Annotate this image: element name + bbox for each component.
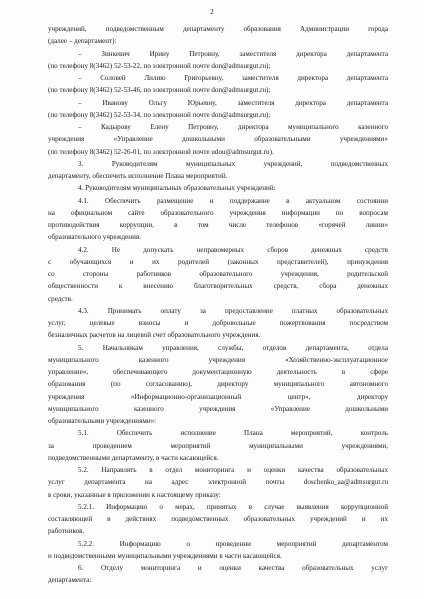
- text-line: 5.2. Направлять в отдел мониторинга и оценки качества образовательных: [78, 466, 388, 474]
- text-line: услуг, целевые взносы и добровольные пожертвования посредством: [48, 319, 388, 327]
- text-line: со стороны работников образовательного учреждения, родительской: [48, 270, 388, 278]
- text-line: общественности к внесению благотворительных средств, сбора денежных: [48, 282, 388, 291]
- page-number: 2: [210, 8, 214, 16]
- text-line: учреждений, подведомственным департаменту образования Администрации города: [48, 25, 388, 33]
- text-line: безналичных расчетов на лицевой счет образовательного учреждения.: [48, 331, 261, 340]
- text-line: с обучающихся и их родителей (законных представителей), принуждения: [48, 257, 388, 266]
- text-line: управление», обеспечивающего документационную деятельность в сфере: [48, 368, 388, 376]
- text-line: (по телефону 8(3462) 52-26-01, по электронной почте udou@admsurgut.ru).: [48, 147, 274, 156]
- text-line: составляющей в действиях подведомственных образовательных учреждений и их: [48, 515, 388, 523]
- text-line: 4.2. Не допускать неправомерных сборов денежных средств: [78, 245, 388, 254]
- text-line: учреждения «Управление дошкольными образовательными учреждениями»: [48, 135, 388, 144]
- text-line: 4.3. Принимать оплату за предоставление платных образовательных: [78, 306, 388, 315]
- text-line: муниципального казенного учреждения «Управление дошкольными: [48, 404, 388, 413]
- text-line: образования (по согласованию), директору муниципального автономного: [48, 380, 388, 389]
- text-line: 5. Начальникам управления, службы, отделов департамента, отдела: [78, 343, 388, 352]
- text-line: работников.: [48, 527, 85, 536]
- text-line: департамента:: [48, 576, 92, 585]
- text-line: учреждения «Информационно-организационный центр», директору: [48, 392, 388, 401]
- text-line: противодействия коррупции, в том числе телефонов «горячей линии»: [48, 221, 388, 229]
- text-line: (далее – департамент):: [48, 37, 117, 46]
- text-line: за проведением мероприятий муниципальными учреждениями,: [48, 441, 388, 450]
- text-line: 5.1. Обеспечить исполнение Плана мероприятий, контроль: [78, 429, 388, 438]
- text-line: средств.: [48, 294, 73, 303]
- text-line: и подведомственными муниципальными учреждениями в части касающейся.: [48, 551, 282, 560]
- text-line: – Соловей Лилию Григорьевну, заместителя директора департамента: [78, 74, 388, 82]
- text-line: (по телефону 8(3462) 52-53-22, по электронной почте don@admsurgut.ru);: [48, 61, 271, 70]
- text-line: (по телефону 8(3462) 52-53-46, по электронной почте don@admsurgut.ru);: [48, 86, 271, 95]
- text-line: – Иванову Ольгу Юрьевну, заместителя директора департамента: [78, 98, 388, 107]
- text-line: (по телефону 8(3462) 52-53-34, по электронной почте don@admsurgut.ru);: [48, 110, 271, 119]
- text-line: – Кадырову Елену Петровну, директора муниципального казенного: [78, 123, 388, 131]
- text-line: в сроки, указанные в приложении к настоящему приказу:: [48, 490, 221, 499]
- text-line: услуг департамента на адрес электронной почты doschenko_aa@admsurgut.ru: [48, 478, 388, 487]
- text-line: 6. Отделу мониторинга и оценки качества образовательных услуг: [78, 564, 388, 572]
- text-line: департаменту, обеспечить исполнение Плана мероприятий.: [48, 172, 228, 180]
- text-line: образовательного учреждения.: [48, 233, 141, 242]
- text-line: 3. Руководителям муниципальных учреждений, подведомственных: [78, 159, 388, 168]
- text-line: образовательными учреждениями»:: [48, 417, 157, 425]
- text-line: – Зинкевич Ирину Петровну, заместителя директора департамента: [78, 49, 388, 58]
- text-line: на официальном сайте образовательного учреждения информации по вопросам: [48, 208, 388, 217]
- text-line: 5.2.1. Информацию о мерах, принятых в случае выявления коррупционной: [78, 502, 388, 511]
- text-line: 4.1. Обеспечить размещение и поддержание в актуальном состоянии: [78, 196, 388, 205]
- text-line: муниципального казенного учреждения «Хозяйственно-эксплуатационное: [48, 355, 388, 364]
- text-line: подведомственными департаменту, в части касающейся.: [48, 453, 219, 462]
- text-line: 5.2.2. Информацию о проведении мероприятий департаментом: [78, 539, 388, 548]
- text-line: 4. Руководителям муниципальных образовательных учреждений:: [78, 184, 276, 193]
